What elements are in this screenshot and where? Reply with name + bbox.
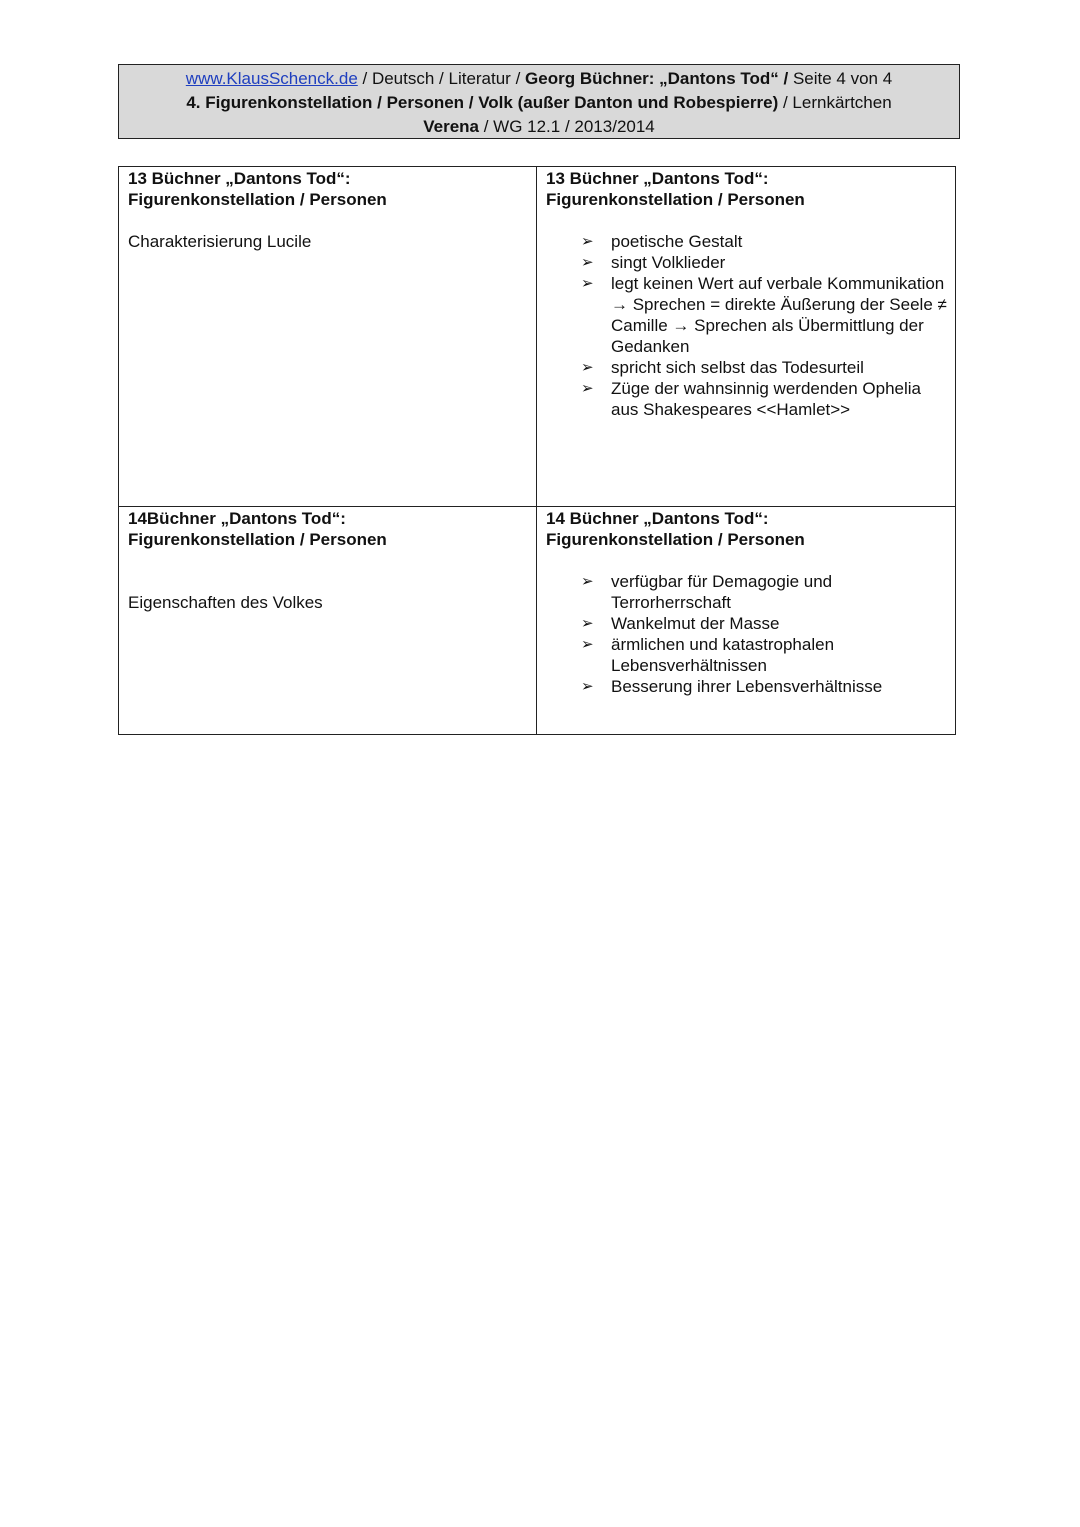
card-title-line: 14 Büchner „Dantons Tod“: (546, 509, 769, 528)
card-title-line: 13 Büchner „Dantons Tod“: (546, 169, 769, 188)
card-row-14 (119, 507, 956, 735)
arrow-bullet-icon: ➢ (581, 636, 594, 653)
header-work-title: Georg Büchner: „Dantons Tod“ / (525, 69, 789, 88)
question-text: Charakterisierung Lucile (128, 232, 312, 251)
answer-item (581, 378, 947, 420)
answer-item (581, 231, 947, 252)
arrow-bullet-icon: ➢ (581, 678, 594, 695)
answer-item (581, 634, 947, 676)
header-line-3 (119, 115, 959, 139)
card-subtitle-line: Figurenkonstellation / Personen (546, 530, 805, 549)
answer-item (581, 571, 947, 613)
answer-text: legt keinen Wert auf verbale Kommunikation → Sprechen = direkte Äußerung der Seele ≠ Camille → Sprechen als Übermittlung der Gedanken (611, 274, 947, 356)
question-card-13 (119, 167, 537, 507)
card-title-line: 14Büchner „Dantons Tod“: (128, 509, 346, 528)
card-title-line: 13 Büchner „Dantons Tod“: (128, 169, 351, 188)
arrow-bullet-icon: ➢ (581, 359, 594, 376)
header-page-number: Seite 4 von 4 (788, 69, 893, 88)
answer-text: ärmlichen und katastrophalen Lebensverhältnissen (611, 635, 835, 675)
answer-text: poetische Gestalt (611, 232, 743, 251)
header-topic: 4. Figurenkonstellation / Personen / Volk (außer Danton und Robespierre) (186, 93, 779, 112)
answer-card-14 (537, 507, 956, 735)
answer-text: Besserung ihrer Lebensverhältnisse (611, 677, 883, 696)
header-topic-suffix: / Lernkärtchen (778, 93, 892, 112)
answer-item (581, 357, 947, 378)
arrow-bullet-icon: ➢ (581, 573, 594, 590)
answer-item (581, 252, 947, 273)
question-text: Eigenschaften des Volkes (128, 593, 323, 612)
arrow-bullet-icon: ➢ (581, 615, 594, 632)
arrow-bullet-icon: ➢ (581, 380, 594, 397)
question-card-14 (119, 507, 537, 735)
header-line-2 (119, 91, 959, 115)
answer-text: Züge der wahnsinnig werdenden Ophelia aus Shakespeares <<Hamlet>> (611, 379, 921, 419)
answer-list (546, 571, 947, 697)
card-subtitle-line: Figurenkonstellation / Personen (546, 190, 805, 209)
site-link[interactable]: www.KlausSchenck.de (185, 69, 358, 88)
answer-text: verfügbar für Demagogie und Terrorherrschaft (611, 572, 833, 612)
header-class-year: / WG 12.1 / 2013/2014 (478, 117, 655, 136)
card-subtitle-line: Figurenkonstellation / Personen (128, 530, 387, 549)
answer-item (581, 676, 947, 697)
answer-text: singt Volklieder (611, 253, 726, 272)
card-title (546, 508, 947, 550)
card-title (128, 168, 528, 210)
flashcard-table (118, 166, 956, 735)
answer-text: Wankelmut der Masse (611, 614, 780, 633)
answer-card-13 (537, 167, 956, 507)
answer-item (581, 273, 947, 357)
card-subtitle-line: Figurenkonstellation / Personen (128, 190, 387, 209)
header-subject: / Deutsch / Literatur / (357, 69, 526, 88)
arrow-bullet-icon: ➢ (581, 254, 594, 271)
header-line-1 (119, 67, 959, 91)
answer-text: spricht sich selbst das Todesurteil (611, 358, 864, 377)
card-title (546, 168, 947, 210)
card-title (128, 508, 528, 550)
arrow-bullet-icon: ➢ (581, 233, 594, 250)
answer-list (546, 231, 947, 420)
answer-item (581, 613, 947, 634)
document-header (118, 64, 960, 139)
card-row-13 (119, 167, 956, 507)
header-author: Verena (423, 117, 479, 136)
arrow-bullet-icon: ➢ (581, 275, 594, 292)
